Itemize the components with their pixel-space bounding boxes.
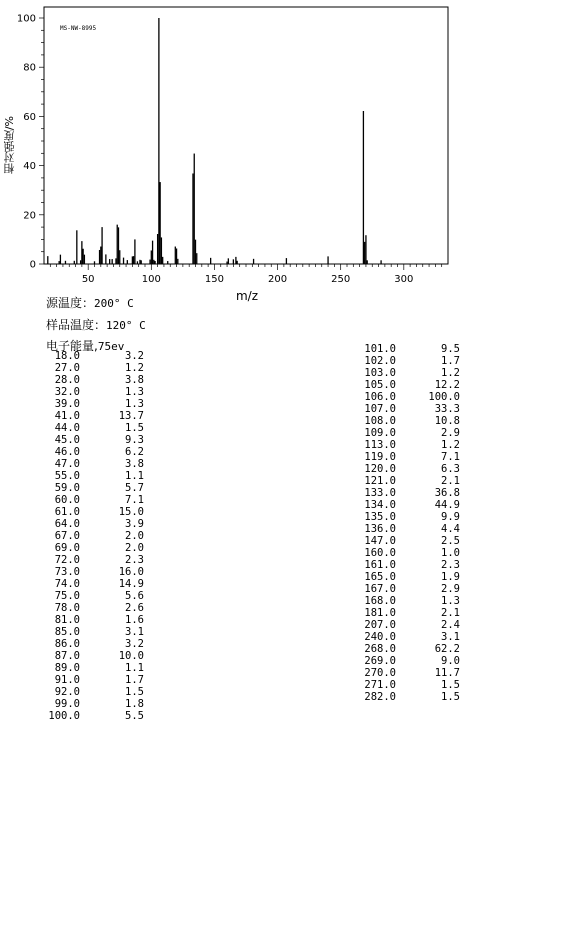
- peak-mz: 18.0: [54, 350, 80, 362]
- peak-intensity: 4.4: [441, 523, 460, 535]
- electron-energy-label: 电子能量,: [46, 339, 98, 353]
- peak-intensity: 3.8: [125, 374, 144, 386]
- source-temperature: [46, 294, 134, 311]
- peak-row: [360, 643, 460, 655]
- peak-mz: 73.0: [54, 566, 80, 578]
- peak-intensity: 1.7: [125, 674, 144, 686]
- peak-mz: 28.0: [54, 374, 80, 386]
- peak-mz: 136.0: [364, 523, 396, 535]
- peak-mz: 134.0: [364, 499, 396, 511]
- peak-mz: 32.0: [54, 386, 80, 398]
- peak-row: [360, 487, 460, 499]
- peak-mz: 268.0: [364, 643, 396, 655]
- peak-intensity: 3.9: [125, 518, 144, 530]
- peak-mz: 45.0: [54, 434, 80, 446]
- y-tick-label: 40: [23, 161, 36, 173]
- peak-row: [44, 614, 144, 626]
- peak-row: [44, 518, 144, 530]
- electron-energy-value: 75ev: [97, 340, 125, 353]
- peak-intensity: 7.1: [441, 451, 460, 463]
- peak-intensity: 9.9: [441, 511, 460, 523]
- peak-intensity: 2.5: [441, 535, 460, 547]
- y-axis-label: 相对强度/%: [3, 116, 16, 175]
- peak-row: [44, 410, 144, 422]
- peak-mz: 107.0: [364, 403, 396, 415]
- peak-intensity: 1.5: [125, 686, 144, 698]
- peak-intensity: 100.0: [428, 391, 460, 403]
- peak-mz: 270.0: [364, 667, 396, 679]
- peak-intensity: 36.8: [434, 487, 460, 499]
- peak-mz: 160.0: [364, 547, 396, 559]
- peak-intensity: 1.2: [441, 439, 460, 451]
- x-tick-label: 300: [394, 274, 414, 285]
- peak-mz: 106.0: [364, 391, 396, 403]
- y-tick-label: 100: [16, 13, 36, 25]
- peak-intensity: 1.2: [125, 362, 144, 374]
- peak-intensity: 2.1: [441, 475, 460, 487]
- peak-row: [360, 475, 460, 487]
- peak-row: [44, 482, 144, 494]
- source-temperature-value: 200° C: [94, 297, 134, 310]
- peak-row: [44, 566, 144, 578]
- peak-mz: 100.0: [48, 710, 80, 722]
- peak-mz: 240.0: [364, 631, 396, 643]
- peak-row: [360, 595, 460, 607]
- peak-row: [44, 542, 144, 554]
- peak-intensity: 6.3: [441, 463, 460, 475]
- peak-intensity: 5.7: [125, 482, 144, 494]
- peak-mz: 67.0: [54, 530, 80, 542]
- peak-mz: 41.0: [54, 410, 80, 422]
- peak-row: [44, 458, 144, 470]
- peak-row: [44, 386, 144, 398]
- peak-row: [44, 626, 144, 638]
- x-tick-label: 100: [141, 274, 161, 285]
- peak-mz: 105.0: [364, 379, 396, 391]
- y-axis: [17, 14, 36, 271]
- peak-row: [44, 470, 144, 482]
- peak-mz: 181.0: [364, 607, 396, 619]
- plot-frame: [44, 7, 448, 264]
- peak-mz: 72.0: [54, 554, 80, 566]
- peak-intensity: 33.3: [434, 403, 460, 415]
- y-tick-label: 60: [23, 111, 36, 123]
- y-tick-label: 20: [23, 210, 36, 222]
- x-tick-label: 150: [204, 274, 224, 285]
- mass-spectrum-chart: [0, 0, 570, 310]
- peak-mz: 282.0: [364, 691, 396, 703]
- peak-intensity: 9.0: [441, 655, 460, 667]
- peak-row: [44, 686, 144, 698]
- peak-mz: 99.0: [54, 698, 80, 710]
- peak-intensity: 13.7: [118, 410, 144, 422]
- x-tick-label: 250: [331, 274, 351, 285]
- peak-mz: 161.0: [364, 559, 396, 571]
- peak-mz: 271.0: [364, 679, 396, 691]
- peak-row: [360, 427, 460, 439]
- y-tick-label: 80: [23, 62, 36, 74]
- peak-mz: 78.0: [54, 602, 80, 614]
- peak-intensity: 1.3: [125, 386, 144, 398]
- peak-row: [360, 391, 460, 403]
- peak-intensity: 2.3: [441, 559, 460, 571]
- peak-intensity: 10.8: [434, 415, 460, 427]
- peak-mz: 75.0: [54, 590, 80, 602]
- peak-row: [44, 398, 144, 410]
- peak-row: [44, 434, 144, 446]
- peak-intensity: 1.6: [125, 614, 144, 626]
- peak-row: [44, 362, 144, 374]
- peak-intensity: 44.9: [434, 499, 460, 511]
- peak-intensity: 1.7: [441, 355, 460, 367]
- peak-intensity: 1.0: [441, 547, 460, 559]
- peak-intensity: 2.6: [125, 602, 144, 614]
- peak-row: [360, 535, 460, 547]
- peak-mz: 47.0: [54, 458, 80, 470]
- peak-row: [44, 446, 144, 458]
- peak-row: [360, 499, 460, 511]
- peak-intensity: 6.2: [125, 446, 144, 458]
- peak-mz: 168.0: [364, 595, 396, 607]
- peak-row: [44, 578, 144, 590]
- peak-intensity: 2.9: [441, 427, 460, 439]
- peak-intensity: 12.2: [434, 379, 460, 391]
- peak-row: [360, 511, 460, 523]
- peak-row: [360, 439, 460, 451]
- peak-intensity: 1.5: [125, 422, 144, 434]
- peak-mz: 121.0: [364, 475, 396, 487]
- peak-intensity: 1.3: [125, 398, 144, 410]
- peak-row: [44, 350, 144, 362]
- peak-row: [360, 415, 460, 427]
- peak-row: [44, 590, 144, 602]
- peak-row: [360, 547, 460, 559]
- peak-intensity: 16.0: [118, 566, 144, 578]
- peak-row: [44, 710, 144, 722]
- peak-intensity: 2.9: [441, 583, 460, 595]
- peak-intensity: 2.1: [441, 607, 460, 619]
- peak-intensity: 3.1: [125, 626, 144, 638]
- peak-intensity: 1.1: [125, 470, 144, 482]
- peak-row: [360, 559, 460, 571]
- peak-mz: 207.0: [364, 619, 396, 631]
- peak-mz: 147.0: [364, 535, 396, 547]
- x-axis: [82, 274, 414, 285]
- peak-row: [360, 379, 460, 391]
- peak-intensity: 3.1: [441, 631, 460, 643]
- peak-row: [360, 667, 460, 679]
- peak-mz: 59.0: [54, 482, 80, 494]
- peak-intensity: 1.5: [441, 679, 460, 691]
- peak-row: [360, 523, 460, 535]
- peak-row: [360, 679, 460, 691]
- peak-mz: 165.0: [364, 571, 396, 583]
- peak-row: [44, 374, 144, 386]
- peak-mz: 74.0: [54, 578, 80, 590]
- peak-mz: 269.0: [364, 655, 396, 667]
- y-tick-label: 0: [29, 259, 36, 271]
- peak-intensity: 7.1: [125, 494, 144, 506]
- peak-row: [44, 422, 144, 434]
- peak-intensity: 14.9: [118, 578, 144, 590]
- peak-intensity: 2.0: [125, 542, 144, 554]
- peak-mz: 85.0: [54, 626, 80, 638]
- peak-mz: 113.0: [364, 439, 396, 451]
- peak-row: [44, 602, 144, 614]
- peak-intensity: 9.3: [125, 434, 144, 446]
- peak-row: [44, 554, 144, 566]
- minor-ticks: [39, 18, 442, 270]
- peak-mz: 92.0: [54, 686, 80, 698]
- peak-intensity: 3.8: [125, 458, 144, 470]
- peak-mz: 87.0: [54, 650, 80, 662]
- sample-temperature-value: 120° C: [106, 319, 146, 332]
- peak-intensity: 1.3: [441, 595, 460, 607]
- peak-row: [360, 655, 460, 667]
- peak-row: [44, 530, 144, 542]
- peak-mz: 27.0: [54, 362, 80, 374]
- peak-row: [44, 506, 144, 518]
- peak-intensity: 2.0: [125, 530, 144, 542]
- peak-intensity: 1.5: [441, 691, 460, 703]
- peak-mz: 44.0: [54, 422, 80, 434]
- peak-intensity: 62.2: [434, 643, 460, 655]
- peak-mz: 55.0: [54, 470, 80, 482]
- peak-table-right: [360, 343, 460, 703]
- peak-row: [360, 451, 460, 463]
- peak-intensity: 10.0: [118, 650, 144, 662]
- peak-intensity: 5.6: [125, 590, 144, 602]
- peak-intensity: 1.9: [441, 571, 460, 583]
- peak-mz: 135.0: [364, 511, 396, 523]
- peak-row: [360, 619, 460, 631]
- peak-intensity: 3.2: [125, 638, 144, 650]
- peak-intensity: 1.8: [125, 698, 144, 710]
- peak-row: [360, 403, 460, 415]
- peak-mz: 64.0: [54, 518, 80, 530]
- peak-row: [44, 494, 144, 506]
- peak-row: [360, 343, 460, 355]
- peak-row: [360, 355, 460, 367]
- sample-temperature: [46, 316, 146, 333]
- peak-row: [44, 662, 144, 674]
- peak-row: [360, 571, 460, 583]
- peak-mz: 39.0: [54, 398, 80, 410]
- peak-mz: 120.0: [364, 463, 396, 475]
- source-temperature-label: 源温度：: [46, 296, 95, 310]
- peak-mz: 108.0: [364, 415, 396, 427]
- peak-row: [44, 698, 144, 710]
- peak-mz: 167.0: [364, 583, 396, 595]
- peak-row: [360, 631, 460, 643]
- peak-mz: 109.0: [364, 427, 396, 439]
- peak-intensity: 2.4: [441, 619, 460, 631]
- peak-intensity: 1.2: [441, 367, 460, 379]
- peak-row: [44, 638, 144, 650]
- peak-row: [360, 607, 460, 619]
- x-tick-label: 200: [268, 274, 288, 285]
- peak-row: [44, 650, 144, 662]
- x-tick-label: 50: [81, 274, 95, 285]
- peak-intensity: 11.7: [434, 667, 460, 679]
- peak-mz: 101.0: [364, 343, 396, 355]
- peak-intensity: 1.1: [125, 662, 144, 674]
- peak-row: [360, 583, 460, 595]
- peak-mz: 60.0: [54, 494, 80, 506]
- peak-mz: 69.0: [54, 542, 80, 554]
- peak-mz: 89.0: [54, 662, 80, 674]
- spectrum-bars: [48, 18, 381, 264]
- peak-mz: 46.0: [54, 446, 80, 458]
- peak-intensity: 5.5: [125, 710, 144, 722]
- peak-mz: 86.0: [54, 638, 80, 650]
- peak-intensity: 2.3: [125, 554, 144, 566]
- chart-title: MS-NW-8995: [60, 25, 97, 32]
- peak-intensity: 3.2: [125, 350, 144, 362]
- peak-mz: 81.0: [54, 614, 80, 626]
- peak-row: [360, 691, 460, 703]
- peak-mz: 119.0: [364, 451, 396, 463]
- peak-intensity: 15.0: [118, 506, 144, 518]
- peak-row: [360, 367, 460, 379]
- peak-mz: 91.0: [54, 674, 80, 686]
- sample-temperature-label: 样品温度：: [46, 318, 107, 332]
- peak-mz: 133.0: [364, 487, 396, 499]
- peak-intensity: 9.5: [441, 343, 460, 355]
- peak-table-left: [44, 350, 144, 722]
- peak-row: [44, 674, 144, 686]
- peak-mz: 103.0: [364, 367, 396, 379]
- peak-row: [360, 463, 460, 475]
- peak-mz: 61.0: [54, 506, 80, 518]
- x-axis-label: m/z: [235, 289, 259, 303]
- peak-mz: 102.0: [364, 355, 396, 367]
